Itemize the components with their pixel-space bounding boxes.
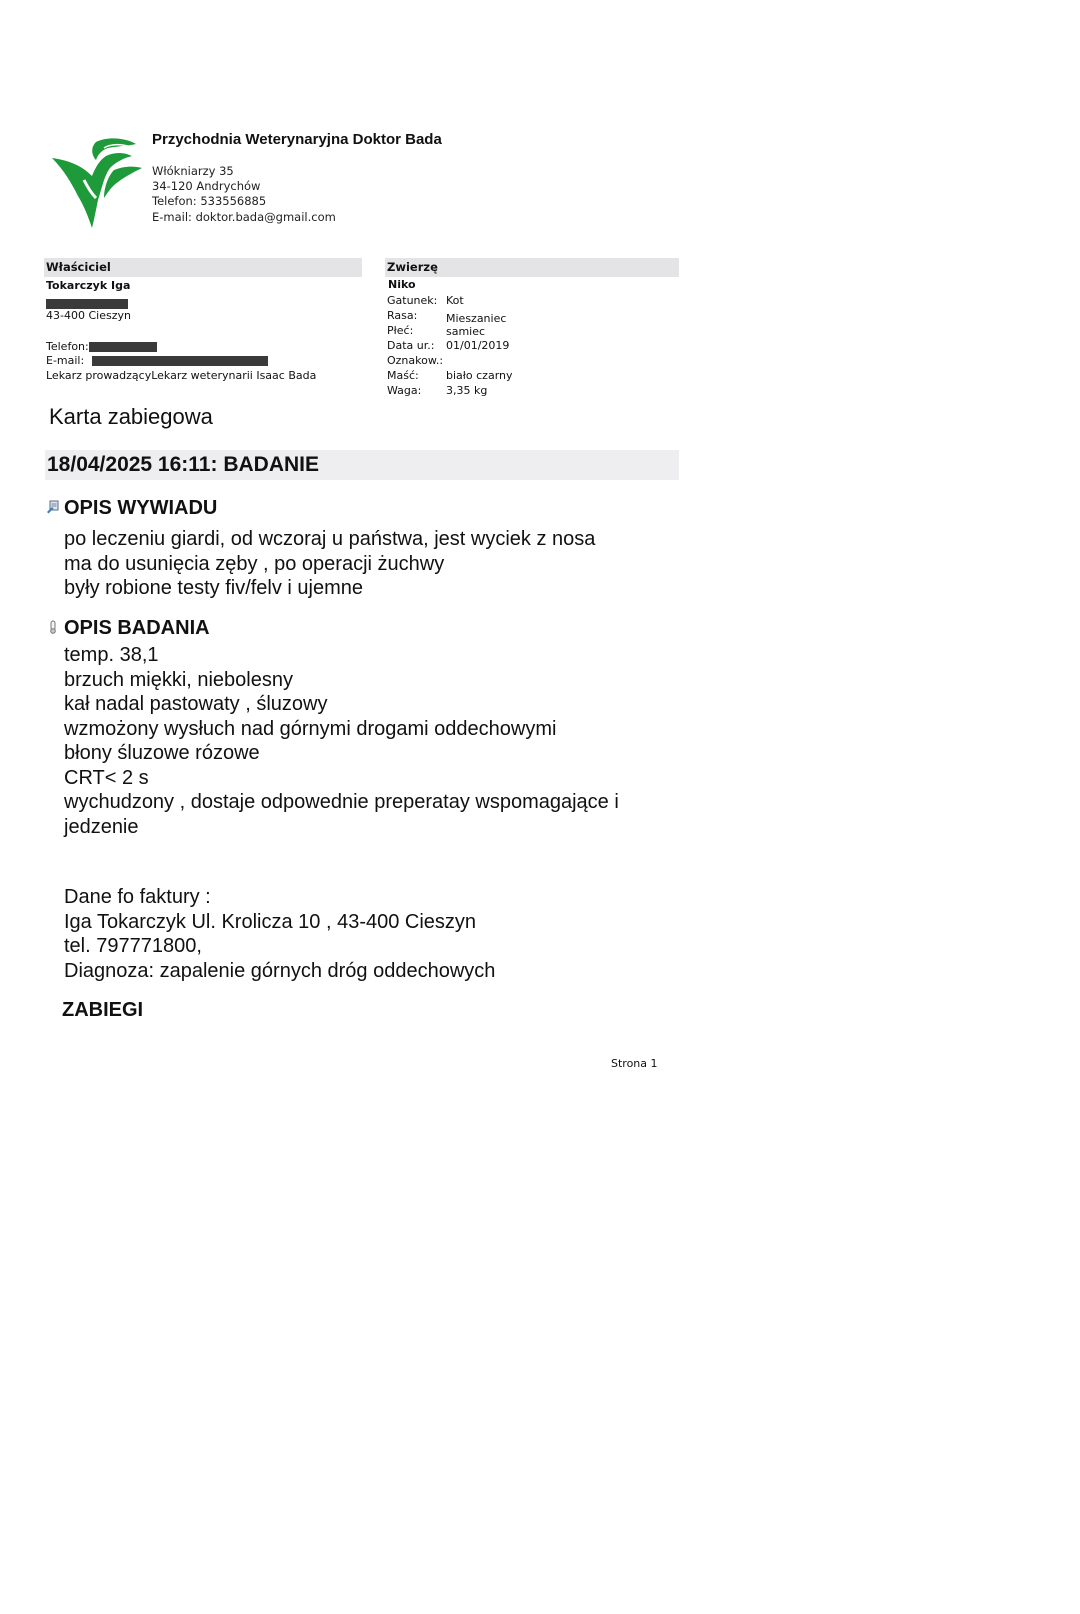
- exam-line: kał nadal pastowaty , śluzowy: [64, 693, 328, 715]
- doctor-label: Lekarz prowadzący: [46, 369, 152, 382]
- animal-header: Zwierzę: [385, 258, 679, 277]
- owner-phone: [46, 340, 157, 354]
- clinic-street: Włókniarzy 35: [152, 164, 234, 178]
- invoice-line: Diagnoza: zapalenie górnych dróg oddechowych: [64, 959, 496, 982]
- owner-doctor: [46, 369, 316, 383]
- animal-field-marking: Oznakow.:: [387, 354, 444, 367]
- animal-field-color: Maść: biało czarny: [387, 369, 513, 382]
- owner-email-redacted: [92, 356, 268, 366]
- animal-field-breed: Rasa: Mieszaniec: [387, 309, 507, 325]
- interview-icon: [46, 500, 60, 514]
- clinic-email: E-mail: doktor.bada@gmail.com: [152, 210, 336, 224]
- exam-title: OPIS BADANIA: [64, 617, 210, 639]
- exam-line: wychudzony , dostaje odpowednie preperatay wspomagające i: [64, 791, 619, 813]
- interview-line: po leczeniu giardi, od wczoraj u państwa, jest wyciek z nosa: [64, 528, 596, 550]
- interview-line: ma do usunięcia zęby , po operacji żuchwy: [64, 552, 445, 575]
- animal-field-species: Gatunek: Kot: [387, 294, 464, 307]
- owner-email: [46, 354, 268, 368]
- clinic-phone: Telefon: 533556885: [152, 194, 267, 208]
- exam-line: brzuch miękki, niebolesny: [64, 668, 293, 691]
- interview-line: były robione testy fiv/felv i ujemne: [64, 577, 364, 599]
- owner-header: Właściciel: [44, 258, 362, 277]
- animal-field-sex: Płeć: samiec: [387, 324, 486, 338]
- exam-line: błony śluzowe rózowe: [64, 742, 260, 764]
- owner-city: 43-400 Cieszyn: [46, 309, 131, 322]
- animal-field-weight: Waga: 3,35 kg: [387, 384, 488, 397]
- exam-line: wzmożony wysłuch nad górnymi drogami oddechowymi: [64, 717, 557, 740]
- interview-text: [64, 527, 595, 601]
- owner-name: Tokarczyk Iga: [46, 279, 131, 292]
- doctor-name: Lekarz weterynarii Isaac Bada: [151, 369, 317, 382]
- invoice-line: Iga Tokarczyk Ul. Krolicza 10 , 43-400 Cieszyn: [64, 910, 477, 933]
- page-number: Strona 1: [611, 1057, 658, 1070]
- interview-title: OPIS WYWIADU: [64, 497, 218, 519]
- animal-field-birthdate: Data ur.: 01/01/2019: [387, 339, 510, 352]
- invoice-text: [64, 885, 495, 983]
- clinic-city: 34-120 Andrychów: [152, 179, 261, 193]
- owner-phone-label: Telefon:: [46, 340, 89, 353]
- clinic-logo: [44, 136, 146, 232]
- invoice-line: Dane fo faktury :: [64, 886, 211, 908]
- exam-icon: [46, 620, 60, 634]
- document-title: Karta zabiegowa: [49, 404, 213, 429]
- exam-line: temp. 38,1: [64, 644, 159, 666]
- procedures-title: ZABIEGI: [62, 999, 144, 1021]
- exam-line: CRT< 2 s: [64, 766, 149, 789]
- animal-name: Niko: [388, 278, 416, 291]
- invoice-line: tel. 797771800,: [64, 935, 202, 957]
- owner-email-label: E-mail:: [46, 354, 85, 367]
- exam-text: [64, 643, 619, 839]
- owner-phone-redacted: [89, 342, 157, 352]
- clinic-name: Przychodnia Weterynaryjna Doktor Bada: [152, 131, 442, 148]
- exam-line: jedzenie: [64, 815, 139, 838]
- visit-header: 18/04/2025 16:11: BADANIE: [45, 450, 679, 480]
